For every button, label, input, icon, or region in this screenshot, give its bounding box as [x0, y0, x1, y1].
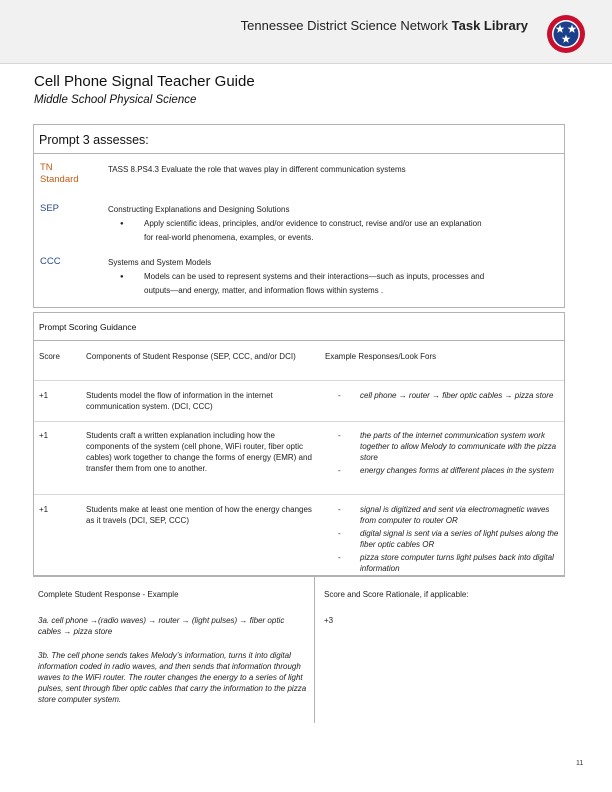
sep-content — [108, 203, 558, 245]
row2-example-1: the parts of the internet communication system work together to allow Melody to communicate with the pizza store — [360, 431, 557, 462]
complete-response-example — [33, 577, 315, 723]
complete-response-section — [33, 576, 565, 723]
response-part-a: 3a. cell phone →(radio waves) → router → (light pulses) → fiber optic cables → pizza store — [38, 616, 285, 636]
response-part-b: 3b. The cell phone sends takes Melody’s information, turns it into digital information coded in radio waves, and then sends that information through waves to the WiFi router. The router changes the energy to a series of light pulses, sent through fiber optic cables that carry the information to the pizza store computer system. — [38, 651, 307, 704]
row-divider — [34, 421, 564, 422]
ccc-bullet: ● Models can be used to represent systems and their interactions—such as inputs, processes and outputs—and energy, matter, and information flows within systems . — [108, 270, 558, 298]
header-title: Tennessee District Science Network Task Library — [240, 18, 528, 33]
score-rationale-heading: Score and Score Rationale, if applicable: — [324, 590, 469, 599]
ccc-label: CCC — [40, 256, 61, 267]
row3-dash: - — [338, 529, 341, 538]
row1-score: +1 — [39, 391, 49, 400]
score-value: +3 — [324, 616, 334, 625]
row3-dash: - — [338, 553, 341, 562]
scoring-guidance-heading: Prompt Scoring Guidance — [33, 312, 565, 340]
assesses-table — [33, 124, 565, 308]
row3-dash: - — [338, 505, 341, 514]
row3-score: +1 — [39, 505, 49, 514]
sep-bullet: ● Apply scientific ideas, principles, and/or evidence to construct, revise and/or use an explanation for real-world phenomena, examples, or events. — [108, 217, 558, 245]
document-title: Cell Phone Signal Teacher Guide — [34, 73, 255, 90]
document-subtitle: Middle School Physical Science — [34, 94, 197, 106]
ccc-content — [108, 256, 558, 298]
col-header-examples: Example Responses/Look Fors — [325, 352, 437, 361]
page-number: 11 — [576, 760, 584, 767]
row3-example-1: signal is digitized and sent via electromagnetic waves from computer to router OR — [360, 505, 550, 525]
tn-standard-label: TN Standard — [40, 162, 79, 185]
row1-component: Students model the flow of information in the internet communication system. (DCI, CCC) — [86, 391, 273, 411]
assesses-heading: Prompt 3 assesses: — [34, 125, 564, 154]
row-divider — [34, 380, 564, 381]
row1-dash: - — [338, 391, 341, 400]
tennessee-seal-icon — [546, 14, 586, 54]
complete-response-heading: Complete Student Response - Example — [38, 590, 179, 599]
scoring-table — [33, 340, 565, 576]
page-header — [0, 0, 612, 64]
row-divider — [34, 494, 564, 495]
ccc-concept: Systems and System Models — [108, 258, 212, 267]
row2-score: +1 — [39, 431, 49, 440]
tn-standard-text: TASS 8.PS4.3 Evaluate the role that waves play in different communication systems — [108, 165, 406, 174]
row1-example: cell phone → router → fiber optic cables → pizza store — [360, 391, 554, 400]
row3-example-2: digital signal is sent via a series of light pulses along the fiber optic cables OR — [360, 529, 559, 549]
row2-dash: - — [338, 466, 341, 475]
row2-example-2: energy changes forms at different places in the system — [360, 466, 554, 475]
row2-dash: - — [338, 431, 341, 440]
sep-label: SEP — [40, 203, 60, 214]
sep-practice: Constructing Explanations and Designing Solutions — [108, 205, 290, 214]
row3-example-3: pizza store computer turns light pulses back into digital information — [360, 553, 554, 573]
row3-component: Students make at least one mention of how the energy changes as it travels (DCI, SEP, CCC) — [86, 505, 312, 525]
row2-component: Students craft a written explanation including how the components of the system (cell phone, WiFi router, fiber optic cables) work together to change the forms of energy (EMR) and transfer them from one to another. — [86, 431, 312, 473]
col-header-components: Components of Student Response (SEP, CCC, and/or DCI) — [86, 352, 296, 361]
col-header-score: Score — [39, 352, 60, 361]
